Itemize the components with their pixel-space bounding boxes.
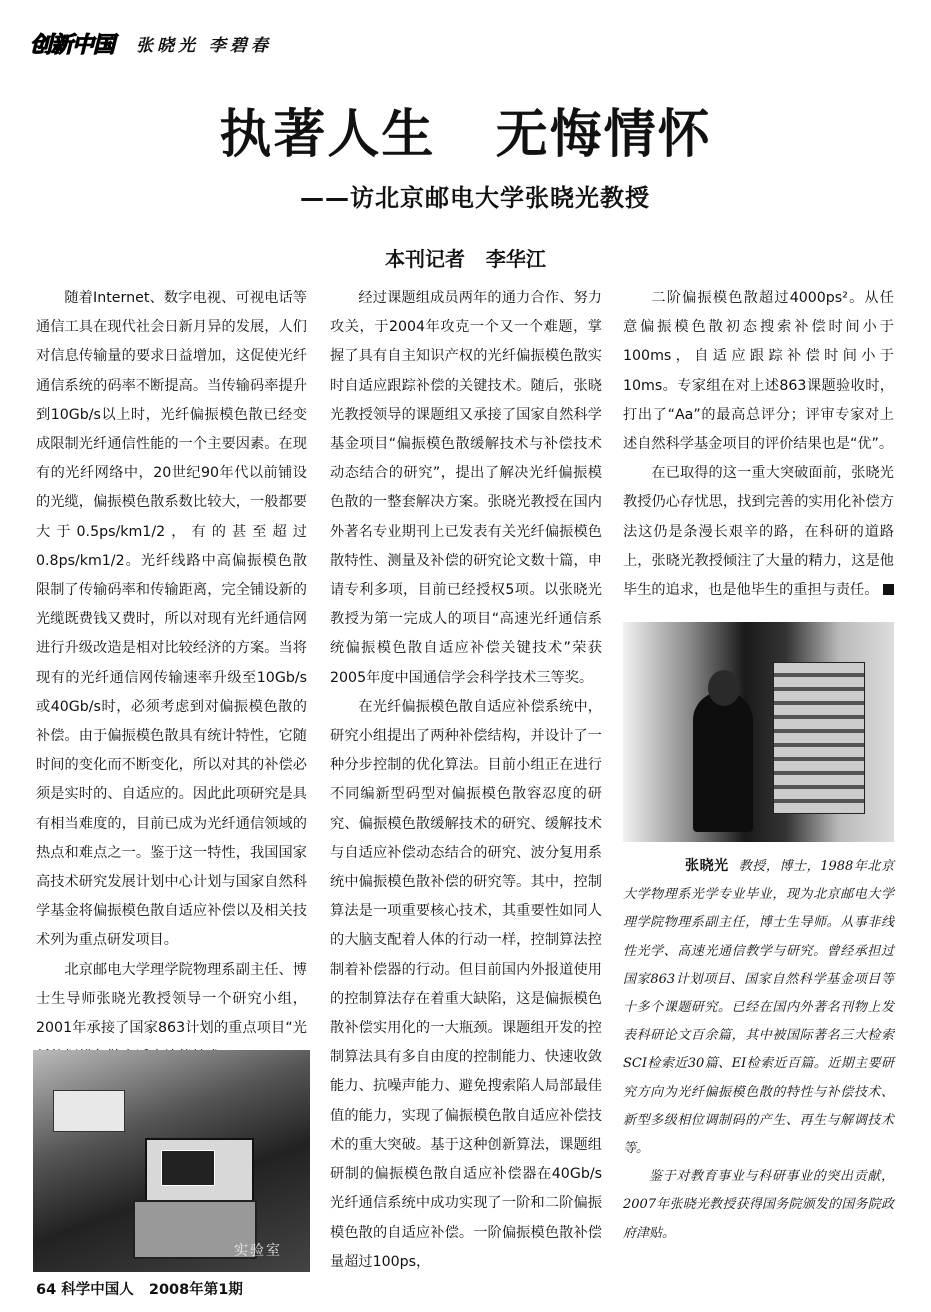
bio-name: 张晓光: [685, 858, 729, 874]
paragraph: 在光纤偏振模色散自适应补偿系统中，研究小组提出了两种补偿结构，并设计了一种分步控制的优化算法。目前小组正在进行不同编新型码型对偏振模色散容忍度的研究、偏振模色散缓解技术的研究、缓解技术与自适应补偿动态结合的研究、波分复用系统中偏振模色散补偿的研究等。其中，控制算法是一项重要核心技术，其重要性如同人的大脑支配着人体的行动一样，控制算法控制着补偿器的行动。但目前国内外报道使用的控制算法存在着重大缺陷，这是偏振模色散补偿实用化的一大瓶颈。课题组开发的控制算法具有多自由度的控制能力、快速收敛能力、抗噪声能力、避免搜索陷人局部最佳值的能力，实现了偏振模色散自适应补偿技术的重大突破。基于这种创新算法，课题组研制的偏振模色散自适应补偿器在40Gb/s光纤通信系统中成功实现了一阶和二阶偏振模色散的自适应补偿。一阶偏振模色散补偿量超过100ps，: [330, 698, 602, 1270]
paragraph-text: 在已取得的这一重大突破面前，张晓光教授仍心存忧思，找到完善的实用化补偿方法这仍是条漫长艰辛的路，在科研的道路上，张晓光教授倾注了大量的精力，这是他毕生的追求，也是他毕生的重担与责任。: [623, 465, 894, 599]
article-byline: 本刊记者 李华江: [385, 247, 546, 271]
author-bio: [623, 852, 894, 1248]
oscilloscope-screen: [161, 1150, 215, 1186]
column-logo: 创新中国: [30, 33, 115, 58]
header-authors: 张晓光 李碧春: [136, 36, 272, 56]
person-head: [708, 670, 740, 706]
column-header-tag: [30, 28, 272, 59]
paragraph: 经过课题组成员两年的通力合作、努力攻关，于2004年攻克一个又一个难题，掌握了具有自主知识产权的光纤偏振模色散实时自适应跟踪补偿的关键技术。随后，张晓光教授领导的课题组又承接了国家自然科学基金项目“偏振模色散缓解技术与补偿技术动态结合的研究”，提出了解决光纤偏振模色散的一整套解决方案。张晓光教授在国内外著名专业期刊上已发表有关光纤偏振模色散特性、测量及补偿的研究论文数十篇，申请专利多项，目前已经授权5项。以张晓光教授为第一完成人的项目“高速光纤通信系统偏振模色散自适应补偿关键技术”荣获2005年度中国通信学会科学技术三等奖。: [330, 290, 602, 686]
equipment-shape: [53, 1090, 125, 1132]
person-silhouette: [693, 692, 753, 832]
end-mark-icon: [883, 584, 894, 595]
text-column-1: [36, 284, 307, 1072]
article-title: 执著人生 无悔情怀: [219, 104, 712, 165]
bio-paragraph: 鉴于对教育事业与科研事业的突出贡献，2007年张晓光教授获得国务院颁发的国务院政府津贴。: [623, 1169, 894, 1241]
text-column-3: [623, 284, 894, 605]
lab-photo-label: 实验室: [234, 1243, 282, 1259]
oscilloscope-shape: [145, 1138, 254, 1202]
paragraph: [623, 459, 894, 605]
page-footer: 64 科学中国人 2008年第1期: [36, 1282, 243, 1298]
paragraph: 北京邮电大学理学院物理系副主任、博士生导师张晓光教授领导一个研究小组，2001年承接了国家863计划的重点项目“光: [36, 961, 307, 1037]
lab-photo: [33, 1050, 310, 1272]
text-column-2: [330, 284, 602, 1277]
bio-text: 教授，博士，1988年北京大学物理系光学专业毕业，现为北京邮电大学理学院物理系副主任，博士生导师。从事非线性光学、高速光通信教学与研究。曾经承担过国家863计划项目、国家自然科学基金项目等十多个课题研究。已经在国内外著名刊物上发表科研论文百余篇，其中被国际著名三大检索SCI检索近30篇、EI检索近百篇。近期主要研究方向为光纤偏振模色散的特性与补偿技术、新型多级相位调制码的产生、再生与解调技术等。: [623, 859, 894, 1157]
paragraph: 二阶偏振模色散超过4000ps²。从任意偏振模色散初态搜索补偿时间小于100ms，自适应跟踪补偿时间小于10ms。专家组在对上述863课题验收时，打出了“Aa”的最高总评分；评审专家对上述自然科学基金项目的评价结果也是“优”。: [623, 290, 894, 453]
portrait-photo: [623, 622, 894, 842]
article-subtitle: ——访北京邮电大学张晓光教授: [300, 184, 650, 212]
bookshelf-shape: [773, 662, 865, 814]
bio-paragraph: [623, 852, 894, 1163]
paragraph: 随着Internet、数字电视、可视电话等通信工具在现代社会日新月异的发展，人们对信息传输量的要求日益增加，这促使光纤通信系统的码率不断提高。当传输码率提升到10Gb/s以上时，光纤偏振模色散已经变成限制光纤通信性能的一个主要因素。在现有的光纤网络中，20世纪90年代以前铺设的光缆，偏振模色散系数比较大，一般都要大于0.5ps/km1/2，有的甚至超过0.8ps/km1/2。光纤线路中高偏振模色散限制了传输码率和传输距离，完全铺设新的光缆既费钱又费时，所以对现有光纤通信网进行升级改造是相对比较经济的方案。当将现有的光纤通信网传输速率升级至10Gb/s或40Gb/s时，必须考虑到对偏振模色散的补偿。由于偏振模色散具有统计特性，它随时间的变化而不断变化，所以对其的补偿必须是实时的、自适应的。因此此项研究是具有相当难度的，目前已成为光纤通信领域的热点和难点之一。鉴于这一特性，我国国家高技术研究发展计划中心计划与国家自然科学基金将偏振模色散自适应补偿以及相关技术列为重点研发项目。: [36, 290, 307, 949]
